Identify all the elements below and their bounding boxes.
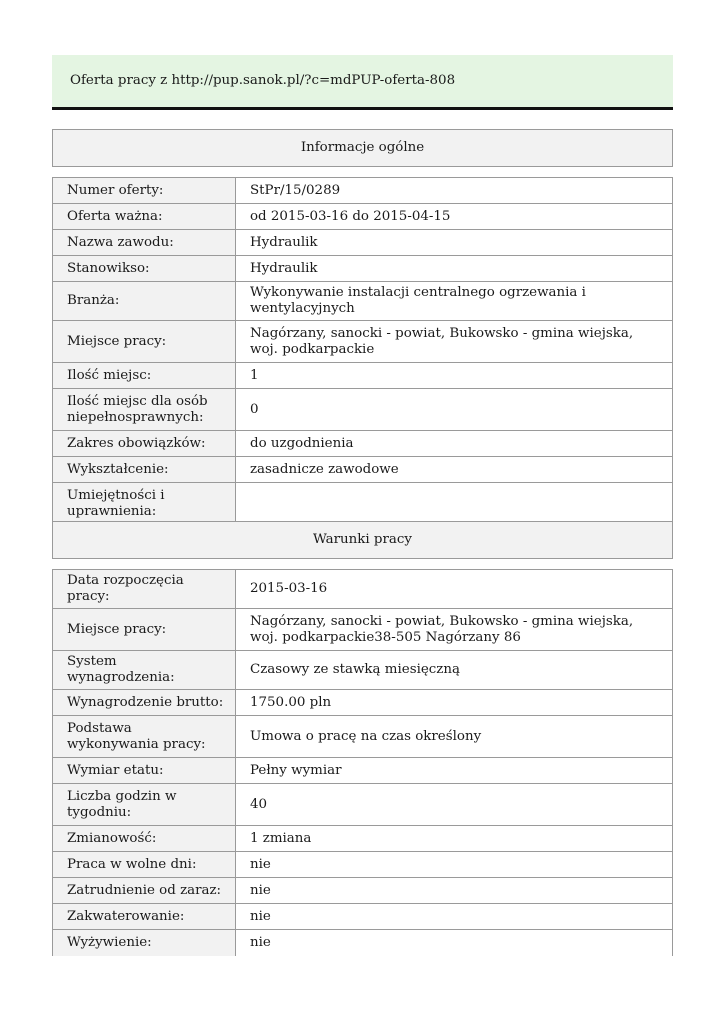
table-row bbox=[53, 282, 673, 321]
table-row bbox=[53, 363, 673, 389]
table-row bbox=[53, 904, 673, 930]
table-row bbox=[53, 758, 673, 784]
row-label: Numer oferty: bbox=[53, 178, 236, 204]
table-row bbox=[53, 690, 673, 716]
row-value: Nagórzany, sanocki - powiat, Bukowsko - gmina wiejska, woj. podkarpackie bbox=[236, 321, 673, 363]
table-row bbox=[53, 230, 673, 256]
row-label: Podstawa wykonywania pracy: bbox=[53, 716, 236, 758]
row-label: Liczba godzin w tygodniu: bbox=[53, 784, 236, 826]
section-title-general-info: Informacje ogólne bbox=[52, 129, 673, 167]
row-value: nie bbox=[236, 852, 673, 878]
row-label: Zatrudnienie od zaraz: bbox=[53, 878, 236, 904]
work-conditions-table bbox=[52, 569, 673, 956]
offer-header-text: Oferta pracy z http://pup.sanok.pl/?c=mdPUP-oferta-808 bbox=[70, 73, 456, 88]
row-value bbox=[236, 483, 673, 525]
row-value: 1750.00 pln bbox=[236, 690, 673, 716]
table-row bbox=[53, 826, 673, 852]
table-row bbox=[53, 930, 673, 956]
table-row bbox=[53, 389, 673, 431]
row-value: nie bbox=[236, 930, 673, 956]
row-value: od 2015-03-16 do 2015-04-15 bbox=[236, 204, 673, 230]
table-row bbox=[53, 457, 673, 483]
row-label: Data rozpoczęcia pracy: bbox=[53, 570, 236, 609]
section-title-work-conditions: Warunki pracy bbox=[52, 521, 673, 559]
row-value: nie bbox=[236, 878, 673, 904]
row-label: Wyżywienie: bbox=[53, 930, 236, 956]
row-value: nie bbox=[236, 904, 673, 930]
row-value: zasadnicze zawodowe bbox=[236, 457, 673, 483]
table-row bbox=[53, 651, 673, 690]
row-label: Zakres obowiązków: bbox=[53, 431, 236, 457]
row-label: Praca w wolne dni: bbox=[53, 852, 236, 878]
row-label: Miejsce pracy: bbox=[53, 321, 236, 363]
row-label: Zmianowość: bbox=[53, 826, 236, 852]
table-row bbox=[53, 784, 673, 826]
row-value: Hydraulik bbox=[236, 256, 673, 282]
row-label: System wynagrodzenia: bbox=[53, 651, 236, 690]
row-label: Oferta ważna: bbox=[53, 204, 236, 230]
table-row bbox=[53, 609, 673, 651]
row-label: Branża: bbox=[53, 282, 236, 321]
row-value: 1 zmiana bbox=[236, 826, 673, 852]
table-row bbox=[53, 321, 673, 363]
row-value: 2015-03-16 bbox=[236, 570, 673, 609]
row-value: Nagórzany, sanocki - powiat, Bukowsko - gmina wiejska, woj. podkarpackie38-505 Nagórzany 86 bbox=[236, 609, 673, 651]
row-label: Ilość miejsc: bbox=[53, 363, 236, 389]
table-row bbox=[53, 716, 673, 758]
row-value: Hydraulik bbox=[236, 230, 673, 256]
row-value: Czasowy ze stawką miesięczną bbox=[236, 651, 673, 690]
table-row bbox=[53, 852, 673, 878]
row-label: Nazwa zawodu: bbox=[53, 230, 236, 256]
row-label: Stanowikso: bbox=[53, 256, 236, 282]
row-label: Wymiar etatu: bbox=[53, 758, 236, 784]
table-row bbox=[53, 878, 673, 904]
row-value: StPr/15/0289 bbox=[236, 178, 673, 204]
row-value: Wykonywanie instalacji centralnego ogrzewania i wentylacyjnych bbox=[236, 282, 673, 321]
row-label: Zakwaterowanie: bbox=[53, 904, 236, 930]
row-value: Pełny wymiar bbox=[236, 758, 673, 784]
row-value: 40 bbox=[236, 784, 673, 826]
table-row bbox=[53, 483, 673, 525]
row-label: Umiejętności i uprawnienia: bbox=[53, 483, 236, 525]
row-value: 1 bbox=[236, 363, 673, 389]
row-value: 0 bbox=[236, 389, 673, 431]
row-label: Miejsce pracy: bbox=[53, 609, 236, 651]
table-row bbox=[53, 431, 673, 457]
row-value: do uzgodnienia bbox=[236, 431, 673, 457]
offer-header bbox=[52, 55, 673, 110]
table-row bbox=[53, 570, 673, 609]
row-value: Umowa o pracę na czas określony bbox=[236, 716, 673, 758]
row-label: Wynagrodzenie brutto: bbox=[53, 690, 236, 716]
table-row bbox=[53, 256, 673, 282]
general-info-table bbox=[52, 177, 673, 525]
table-row bbox=[53, 178, 673, 204]
row-label: Ilość miejsc dla osób niepełnosprawnych: bbox=[53, 389, 236, 431]
table-row bbox=[53, 204, 673, 230]
row-label: Wykształcenie: bbox=[53, 457, 236, 483]
